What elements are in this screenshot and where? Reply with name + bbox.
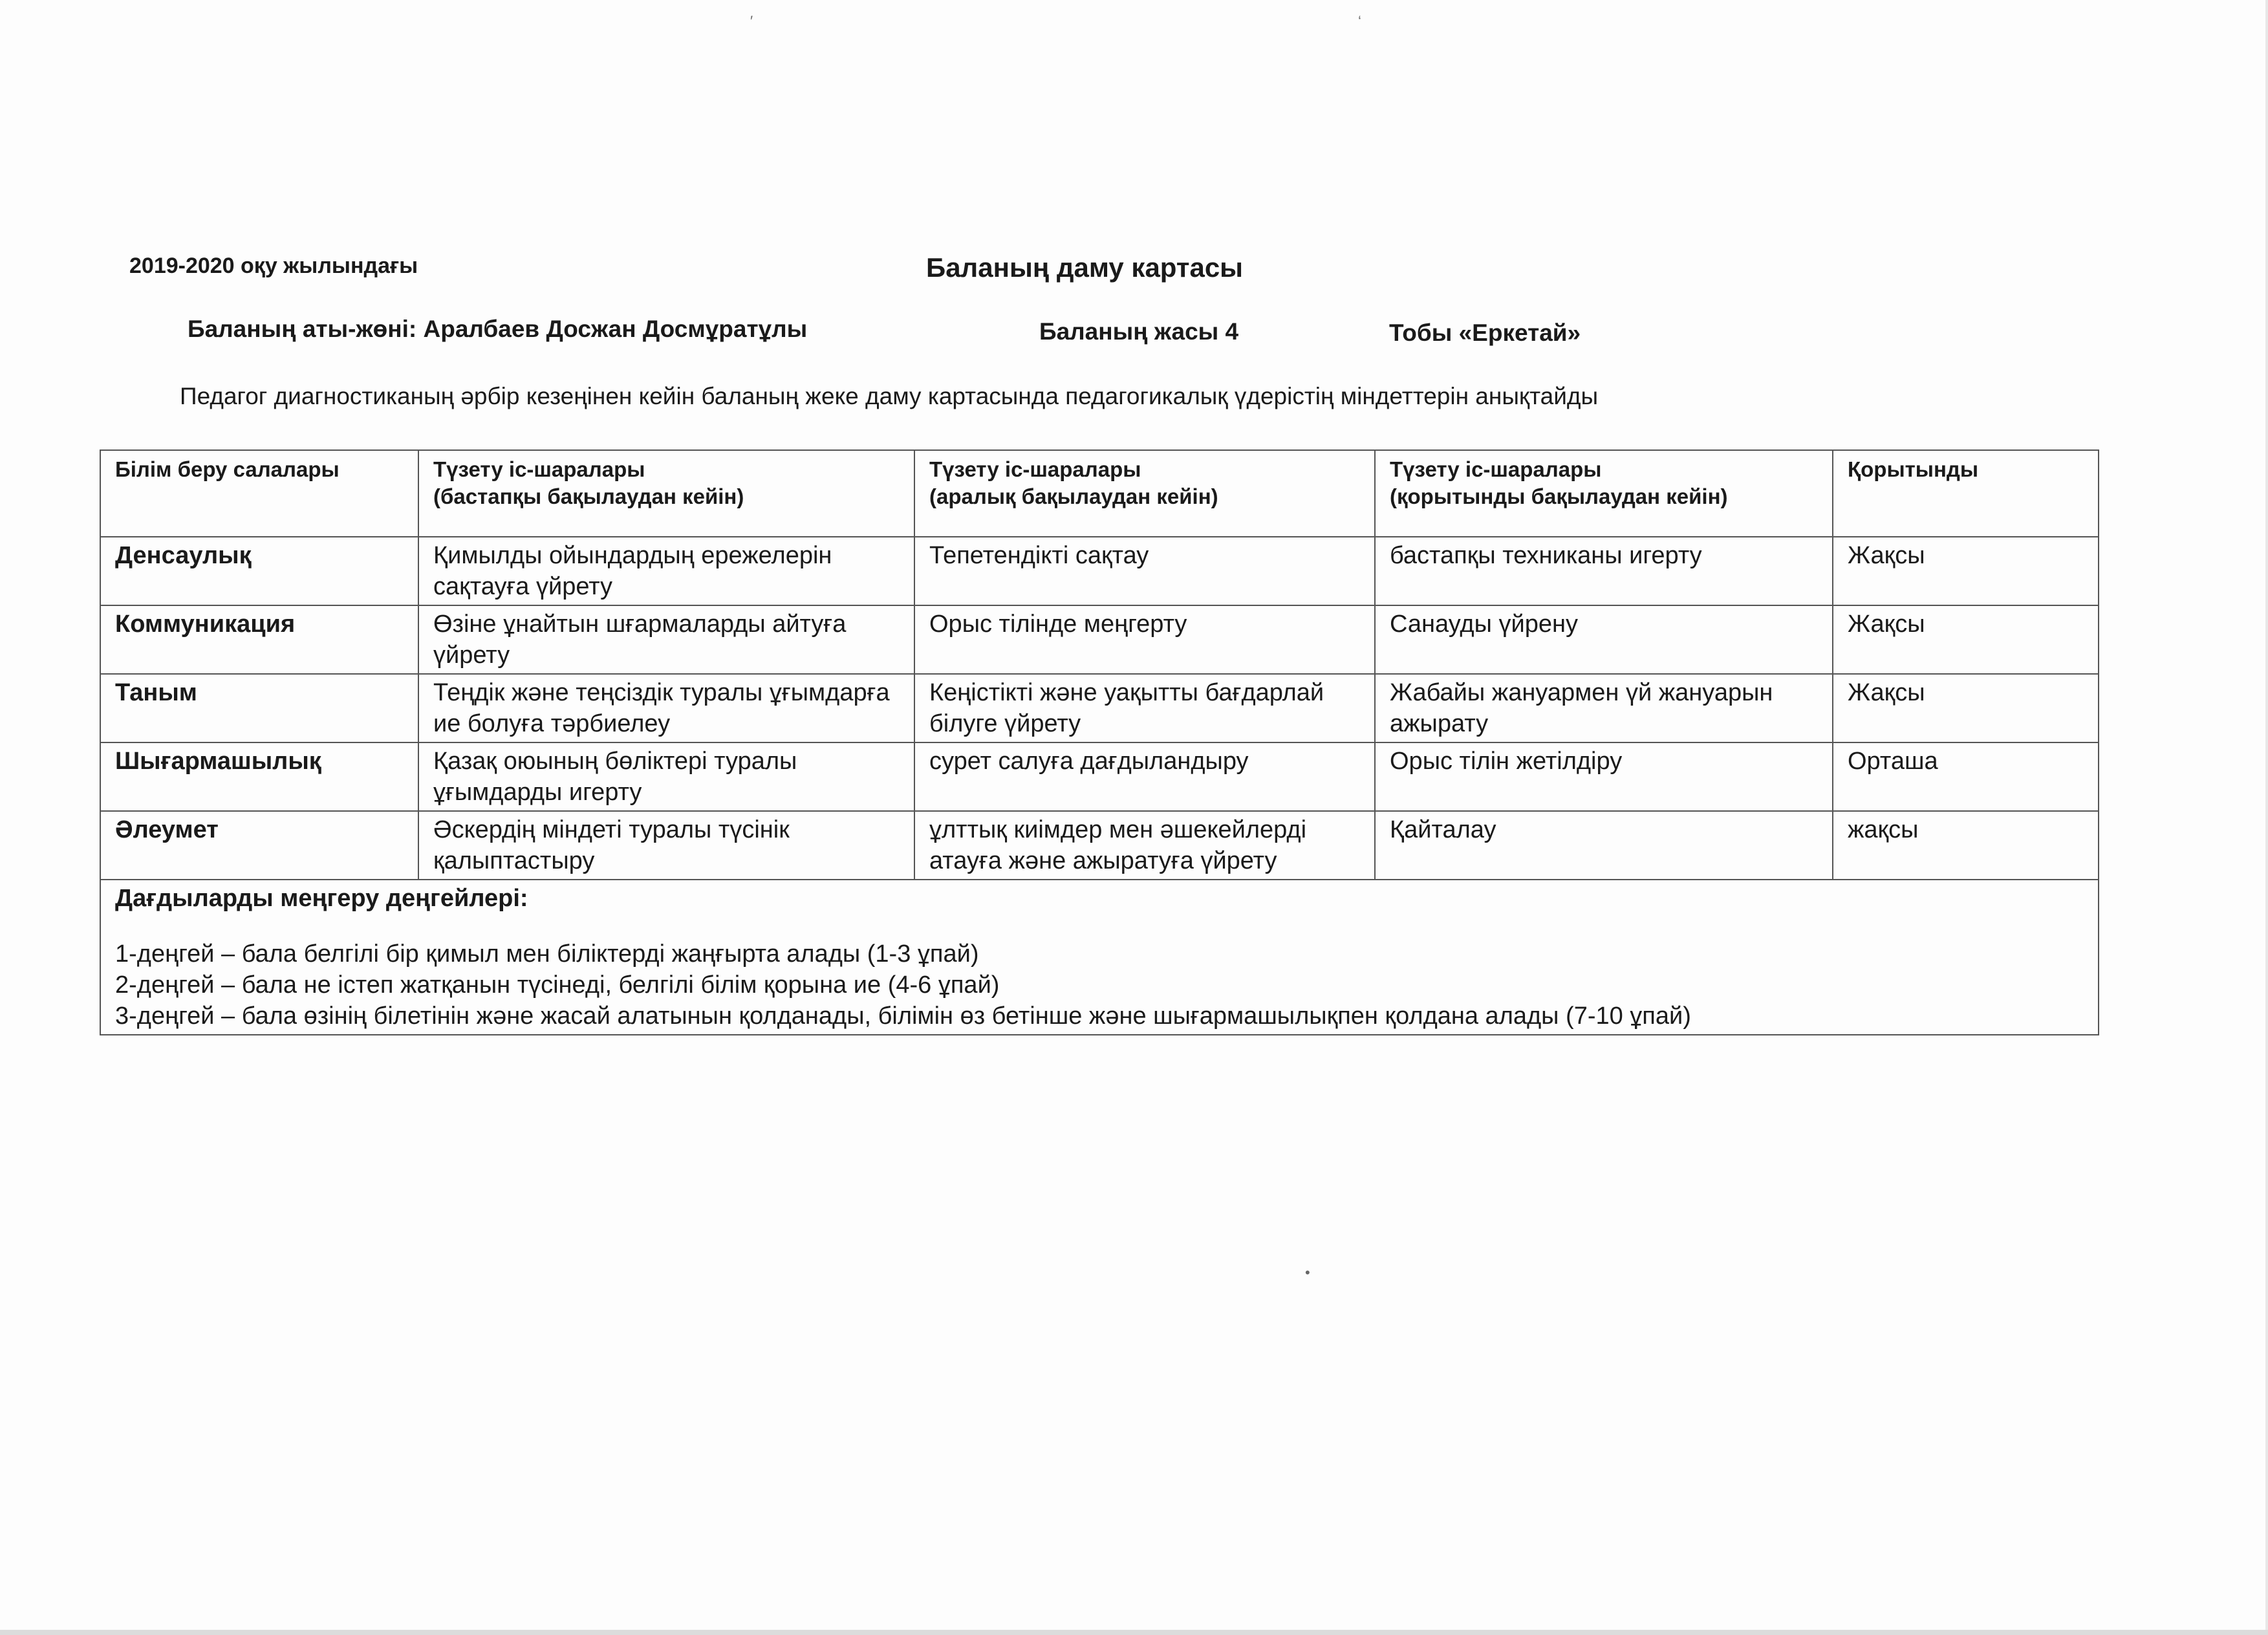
document-title: Баланың даму картасы <box>926 252 1244 283</box>
cell-area: Әлеумет <box>100 811 418 880</box>
col-header-result: Қорытынды <box>1833 450 2099 537</box>
child-group: Тобы «Еркетай» <box>1389 319 1581 346</box>
table-row <box>100 674 2099 742</box>
level-item: 1-деңгей – бала белгілі бір қимыл мен біліктерді жаңғырта алады (1-3 ұпай) <box>115 940 979 968</box>
cell-intermediate: сурет салуға дағдыландыру <box>914 742 1375 811</box>
table-row <box>100 537 2099 605</box>
cell-initial: Өзіне ұнайтын шғармаларды айтуға үйрету <box>418 605 914 674</box>
table-row <box>100 811 2099 880</box>
cell-initial: Теңдік және теңсіздік туралы ұғымдарға ие болуға тәрбиелеу <box>418 674 914 742</box>
cell-intermediate: Орыс тілінде меңгерту <box>914 605 1375 674</box>
skill-levels <box>100 880 2099 1035</box>
cell-intermediate: Кеңістікті және уақытты бағдарлай білуге үйрету <box>914 674 1375 742</box>
cell-area: Шығармашылық <box>100 742 418 811</box>
scan-speck: ‘ <box>1358 13 1361 29</box>
table-row <box>100 605 2099 674</box>
cell-initial: Қазақ оюының бөліктері туралы ұғымдарды игерту <box>418 742 914 811</box>
col-header-intermediate: Түзету іс-шаралары (аралық бақылаудан кейін) <box>914 450 1375 537</box>
cell-intermediate: Тепетендікті сақтау <box>914 537 1375 605</box>
description: Педагог диагностиканың әрбір кезеңінен кейін баланың жеке даму картасында педагогикалық үдерістің міндеттерін анықтайды <box>180 383 1599 409</box>
cell-result: Жақсы <box>1833 674 2099 742</box>
level-item: 3-деңгей – бала өзінің білетінін және жасай алатынын қолданады, білімін өз бетінше және шығармашылықпен қолдана алады (7-10 ұпай) <box>115 1002 1691 1030</box>
cell-result: Жақсы <box>1833 605 2099 674</box>
cell-result: Жақсы <box>1833 537 2099 605</box>
col-header-final: Түзету іс-шаралары (қорытынды бақылаудан кейін) <box>1375 450 1833 537</box>
cell-initial: Қимылды ойындардың ережелерін сақтауға үйрету <box>418 537 914 605</box>
cell-final: Жабайы жануармен үй жануарын ажырату <box>1375 674 1833 742</box>
child-name: Баланың аты-жөні: Аралбаев Досжан Досмұратұлы <box>188 316 808 342</box>
cell-final: Орыс тілін жетілдіру <box>1375 742 1833 811</box>
level-item: 2-деңгей – бала не істеп жатқанын түсінеді, белгілі білім қорына ие (4-6 ұпай) <box>115 971 1000 999</box>
levels-row <box>100 880 2099 1035</box>
col-header-areas: Білім беру салалары <box>100 450 418 537</box>
cell-initial: Әскердің міндеті туралы түсінік қалыптастыру <box>418 811 914 880</box>
cell-area: Денсаулық <box>100 537 418 605</box>
cell-final: Санауды үйрену <box>1375 605 1833 674</box>
cell-result: жақсы <box>1833 811 2099 880</box>
levels-title: Дағдыларды меңгеру деңгейлері: <box>115 885 528 912</box>
scan-edge-right <box>2265 0 2268 1635</box>
table-header-row <box>100 450 2099 537</box>
scan-speck: • <box>1305 1264 1310 1281</box>
cell-area: Таным <box>100 674 418 742</box>
child-age: Баланың жасы 4 <box>1039 318 1239 345</box>
scan-speck: ′ <box>750 13 753 29</box>
cell-result: Орташа <box>1833 742 2099 811</box>
cell-final: Қайталау <box>1375 811 1833 880</box>
cell-area: Коммуникация <box>100 605 418 674</box>
academic-year: 2019-2020 оқу жылындағы <box>129 254 418 278</box>
development-table <box>100 449 2099 1035</box>
table-row <box>100 742 2099 811</box>
cell-intermediate: ұлттық киімдер мен әшекейлерді атауға және ажыратуға үйрету <box>914 811 1375 880</box>
scan-edge-bottom <box>0 1630 2268 1635</box>
cell-final: бастапқы техниканы игерту <box>1375 537 1833 605</box>
col-header-initial: Түзету іс-шаралары (бастапқы бақылаудан кейін) <box>418 450 914 537</box>
